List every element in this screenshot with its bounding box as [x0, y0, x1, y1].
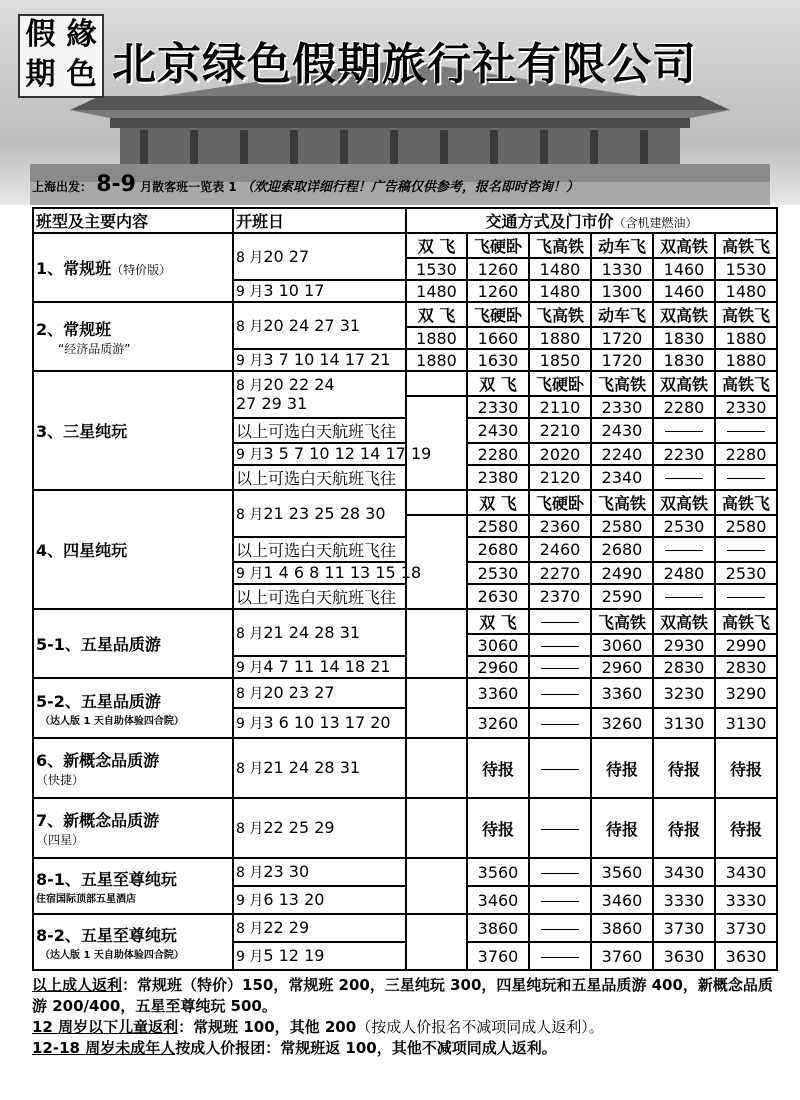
month-label: 9 月: [236, 284, 264, 300]
price-cell: 3460: [591, 886, 653, 914]
dash-mark: [727, 597, 765, 598]
month-label: 8 月: [236, 506, 264, 523]
empty-cell: [406, 678, 467, 738]
transport-label: 飞高铁: [529, 233, 591, 258]
price-cell: 1880: [529, 327, 591, 349]
empty-cell: [406, 396, 467, 490]
tour-subtitle: （达人版 1 天自助体验四合院）: [40, 950, 184, 961]
tour-subtitle: （特价版）: [111, 263, 172, 277]
dash-cell: [529, 634, 591, 656]
dates-aug: [233, 678, 406, 708]
price-cell: 3290: [715, 678, 777, 708]
dash-mark: [541, 929, 579, 930]
transport-label: 高铁飞: [715, 302, 777, 327]
tour-type: [33, 914, 233, 970]
dates: 21 24 28 31: [263, 622, 361, 642]
table-row: [33, 914, 777, 942]
dash-mark: [541, 668, 579, 669]
dates-sep: [233, 443, 432, 465]
price-cell: 2020: [529, 443, 591, 465]
month-label: 8 月: [236, 318, 264, 335]
tour-name: 7、新概念品质游: [36, 811, 160, 830]
price-cell: 3730: [653, 914, 715, 942]
price-cell: 2240: [591, 443, 653, 465]
table-row: [33, 609, 777, 634]
transport-label: 飞硬卧: [529, 490, 591, 515]
dates: 23 30: [263, 862, 310, 881]
tour-name: 1、常规班: [36, 259, 112, 278]
price-cell: 2490: [591, 562, 653, 584]
price-cell: 3560: [591, 858, 653, 886]
adult-rebate: [32, 975, 776, 1017]
price-cell: 3130: [715, 708, 777, 738]
adult-rebate-label: 以上成人返利: [32, 976, 123, 994]
dates: 6 13 20: [263, 890, 325, 909]
dates: 21 24 28 31: [263, 758, 361, 777]
tour-name: 5-2、五星品质游: [36, 692, 161, 711]
logo-char: 假: [25, 17, 56, 52]
month-label: 9 月: [236, 716, 264, 732]
transport-label: 双 飞: [406, 302, 467, 327]
transport-label: 高铁飞: [715, 490, 777, 515]
month-label: 9 月: [236, 893, 264, 909]
logo-char: 期: [25, 57, 56, 92]
price-cell: 1260: [467, 280, 529, 302]
price-cell: 1480: [529, 258, 591, 280]
price-cell: 1830: [653, 349, 715, 371]
price-cell: 2680: [591, 537, 653, 562]
price-cell: 3560: [467, 858, 529, 886]
table-row: [33, 858, 777, 886]
price-cell: 3630: [715, 942, 777, 970]
dash-mark: [541, 769, 579, 770]
price-cell: 2270: [529, 562, 591, 584]
month-label: 9 月: [236, 447, 264, 463]
dash-cell: [653, 465, 715, 490]
price-cell: 1530: [406, 258, 467, 280]
price-cell: 3260: [591, 708, 653, 738]
month-label: 8 月: [236, 865, 264, 881]
dates: 20 22 24: [263, 375, 335, 394]
transport-label: 双 飞: [406, 233, 467, 258]
dash-cell: [529, 656, 591, 678]
child-rebate-text: ：常规班 100，其他 200: [178, 1018, 357, 1036]
price-cell: 2430: [591, 418, 653, 443]
adult-rebate-text: ：常规班（特价）150，常规班 200，三星纯玩 300，四星纯玩和五星品质游 400，新概念品质游 200/400，五星至尊纯玩 500。: [32, 976, 773, 1015]
price-cell: 2360: [529, 515, 591, 537]
price-cell: 1660: [467, 327, 529, 349]
dash-cell: [715, 465, 777, 490]
teen-rebate: [32, 1038, 776, 1059]
dash-cell: [529, 858, 591, 886]
tour-type: [33, 858, 233, 914]
tour-subtitle: 住宿国际顶部五星酒店: [36, 894, 136, 905]
price-cell: 2120: [529, 465, 591, 490]
empty-cell: [406, 609, 467, 678]
price-cell: 3060: [467, 634, 529, 656]
price-tbd: 待报: [467, 738, 529, 798]
dash-mark: [541, 873, 579, 874]
transport-label: 双高铁: [653, 233, 715, 258]
price-cell: 3730: [715, 914, 777, 942]
dates: 4 7 11 14 18 21: [263, 657, 391, 676]
dash-mark: [727, 431, 765, 432]
header-transport-note: （含机建燃油）: [613, 216, 698, 230]
price-cell: 1720: [591, 349, 653, 371]
dates: 27 29 31: [236, 394, 308, 413]
price-cell: 1830: [653, 327, 715, 349]
price-tbd: 待报: [467, 798, 529, 858]
price-cell: 1880: [406, 349, 467, 371]
dates-sep: [233, 280, 406, 302]
dash-mark: [541, 957, 579, 958]
empty-cell: [406, 371, 467, 396]
departure-label: 上海出发：: [32, 180, 93, 194]
price-cell: 2430: [467, 418, 529, 443]
dash-mark: [665, 597, 703, 598]
header-transport: [406, 208, 777, 233]
dash-cell: [653, 537, 715, 562]
price-cell: 3330: [715, 886, 777, 914]
dash-cell: [653, 418, 715, 443]
dates-aug: [233, 233, 406, 280]
price-tbd: 待报: [653, 738, 715, 798]
price-cell: 2530: [715, 562, 777, 584]
price-cell: 3460: [467, 886, 529, 914]
month-label: 9 月: [236, 566, 264, 582]
transport-label: 双 飞: [467, 371, 529, 396]
price-cell: 3130: [653, 708, 715, 738]
price-cell: 1630: [467, 349, 529, 371]
price-cell: 2580: [715, 515, 777, 537]
alt-note: 以上可选白天航班飞往: [233, 537, 406, 562]
price-cell: 1460: [653, 258, 715, 280]
alt-note: 以上可选白天航班飞往: [233, 418, 406, 443]
price-cell: 3360: [591, 678, 653, 708]
empty-cell: [406, 798, 467, 858]
empty-cell: [406, 914, 467, 970]
price-cell: 2340: [591, 465, 653, 490]
price-cell: 1880: [715, 349, 777, 371]
table-header-row: [33, 208, 777, 233]
period: 8-9: [96, 172, 136, 197]
dash-cell: [715, 418, 777, 443]
dates-aug: [233, 858, 406, 886]
dates-sep: [233, 656, 406, 678]
list-title: 月散客班一览表 1: [140, 180, 237, 194]
tour-name: 2、常规班: [36, 319, 112, 339]
price-cell: 3060: [591, 634, 653, 656]
price-cell: 2960: [467, 656, 529, 678]
tour-type: [33, 738, 233, 798]
price-cell: 1720: [591, 327, 653, 349]
price-cell: 3760: [591, 942, 653, 970]
logo-char: 色: [66, 57, 97, 92]
dates-aug: [233, 738, 406, 798]
price-cell: 2630: [467, 584, 529, 609]
table-row: [33, 490, 777, 515]
dates: 22 29: [263, 918, 310, 937]
price-cell: 1530: [715, 258, 777, 280]
price-cell: 1330: [591, 258, 653, 280]
transport-label: 高铁飞: [715, 371, 777, 396]
transport-label: 飞高铁: [529, 302, 591, 327]
tour-type: [33, 678, 233, 738]
dash-mark: [665, 478, 703, 479]
dates-sep: [233, 942, 406, 970]
price-cell: 2230: [653, 443, 715, 465]
price-cell: 1880: [715, 327, 777, 349]
tour-subtitle: （达人版 1 天自助体验四合院）: [40, 716, 184, 727]
dates-aug: [233, 609, 406, 656]
price-cell: 2110: [529, 396, 591, 418]
tour-subtitle: （四星）: [36, 833, 85, 847]
tour-name: 8-2、五星至尊纯玩: [36, 926, 177, 945]
price-cell: 3630: [653, 942, 715, 970]
price-cell: 2380: [467, 465, 529, 490]
price-cell: 1460: [653, 280, 715, 302]
dates: 20 24 27 31: [263, 315, 361, 335]
tour-name: 6、新概念品质游: [36, 751, 160, 770]
price-cell: 2990: [715, 634, 777, 656]
transport-label: 双高铁: [653, 371, 715, 396]
dates-aug: [233, 914, 406, 942]
price-cell: 1850: [529, 349, 591, 371]
price-cell: 2530: [653, 515, 715, 537]
child-rebate-label: 12 周岁以下儿童返利: [32, 1018, 179, 1036]
dash-mark: [541, 724, 579, 725]
price-cell: 3760: [467, 942, 529, 970]
price-tbd: 待报: [715, 738, 777, 798]
transport-label: 飞高铁: [591, 609, 653, 634]
header-note: （欢迎索取详细行程！广告稿仅供参考，报名即时咨询！）: [240, 180, 579, 195]
dash-mark: [665, 431, 703, 432]
transport-label: 高铁飞: [715, 233, 777, 258]
price-cell: 2330: [591, 396, 653, 418]
schedule-table: [32, 207, 778, 971]
dates: 3 10 17: [263, 281, 325, 300]
alt-note: 以上可选白天航班飞往: [233, 584, 406, 609]
header-type: 班型及主要内容: [33, 208, 233, 233]
price-tbd: 待报: [715, 798, 777, 858]
price-cell: 3430: [653, 858, 715, 886]
transport-label: 动车飞: [591, 302, 653, 327]
transport-label: 高铁飞: [715, 609, 777, 634]
header-transport-label: 交通方式及门市价: [485, 212, 614, 231]
dates: 20 23 27: [263, 683, 335, 702]
price-cell: 1260: [467, 258, 529, 280]
price-cell: 2830: [653, 656, 715, 678]
dates-aug: [233, 371, 406, 418]
empty-cell: [406, 490, 467, 515]
table-row: [33, 233, 777, 258]
month-label: 8 月: [236, 249, 264, 266]
month-label: 8 月: [236, 378, 264, 394]
price-cell: 1480: [715, 280, 777, 302]
price-cell: 1480: [529, 280, 591, 302]
dates: 3 6 10 13 17 20: [263, 713, 391, 732]
dash-mark: [665, 550, 703, 551]
transport-label: 双高铁: [653, 490, 715, 515]
price-cell: 2330: [467, 396, 529, 418]
price-cell: 2530: [467, 562, 529, 584]
table-row: [33, 302, 777, 327]
child-rebate: [32, 1017, 776, 1038]
table-row: [33, 678, 777, 708]
month-label: 8 月: [236, 761, 264, 777]
price-cell: 2930: [653, 634, 715, 656]
table-row: [33, 798, 777, 858]
dates-sep: [233, 349, 406, 371]
price-cell: 2680: [467, 537, 529, 562]
price-cell: 2480: [653, 562, 715, 584]
header-dates: 开班日: [233, 208, 406, 233]
empty-cell: [406, 738, 467, 798]
dates: 21 23 25 28 30: [263, 503, 386, 523]
dates: 3 7 10 14 17 21: [263, 350, 391, 369]
price-cell: 3430: [715, 858, 777, 886]
tour-subtitle: “经济品质游”: [58, 341, 131, 356]
dates: 20 27: [263, 246, 310, 266]
dates-sep: [233, 886, 406, 914]
dash-cell: [529, 738, 591, 798]
transport-label: 双高铁: [653, 609, 715, 634]
month-label: 9 月: [236, 353, 264, 369]
price-tbd: 待报: [653, 798, 715, 858]
price-cell: 2460: [529, 537, 591, 562]
tour-type: 5-1、五星品质游: [33, 609, 233, 678]
empty-cell: [406, 515, 467, 609]
tour-name: 8-1、五星至尊纯玩: [36, 870, 177, 889]
price-cell: 2370: [529, 584, 591, 609]
price-tbd: 待报: [591, 738, 653, 798]
table-row: [33, 738, 777, 798]
transport-label: 飞硬卧: [467, 233, 529, 258]
price-cell: 2280: [653, 396, 715, 418]
dash-cell: [715, 537, 777, 562]
dash-cell: [529, 886, 591, 914]
price-cell: 1300: [591, 280, 653, 302]
dash-mark: [541, 646, 579, 647]
price-cell: 2590: [591, 584, 653, 609]
dash-mark: [541, 901, 579, 902]
price-cell: 2210: [529, 418, 591, 443]
month-label: 9 月: [236, 949, 264, 965]
dash-cell: [529, 609, 591, 634]
dash-mark: [541, 694, 579, 695]
month-label: 8 月: [236, 821, 264, 837]
dash-mark: [541, 622, 579, 623]
price-tbd: 待报: [591, 798, 653, 858]
dash-mark: [541, 829, 579, 830]
dash-mark: [727, 478, 765, 479]
alt-note: 以上可选白天航班飞往: [233, 465, 406, 490]
logo-char: 緣: [66, 17, 97, 52]
transport-label: 动车飞: [591, 233, 653, 258]
price-cell: 1880: [406, 327, 467, 349]
tour-type: 4、四星纯玩: [33, 490, 233, 609]
price-cell: 3330: [653, 886, 715, 914]
dates: 5 12 19: [263, 946, 325, 965]
schedule-subtitle: [32, 172, 579, 197]
dash-cell: [529, 798, 591, 858]
logo: [18, 14, 104, 98]
teen-rebate-label: 12-18 周岁未成年人: [32, 1039, 176, 1057]
dates-sep: [233, 708, 406, 738]
teen-rebate-text: 按成人价报团：常规班返 100，其他不减项同成人返利。: [175, 1039, 557, 1057]
month-label: 8 月: [236, 686, 264, 702]
transport-label: 双高铁: [653, 302, 715, 327]
child-rebate-note: （按成人价报名不减项同成人返利）。: [356, 1018, 604, 1036]
dates: 1 4 6 8 11 13 15 18: [263, 563, 422, 582]
price-cell: 2580: [591, 515, 653, 537]
empty-cell: [406, 858, 467, 914]
dash-cell: [529, 942, 591, 970]
dates: 22 25 29: [263, 818, 335, 837]
price-cell: 3230: [653, 678, 715, 708]
transport-label: 双 飞: [467, 490, 529, 515]
dates-aug: [233, 798, 406, 858]
company-name: 北京绿色假期旅行社有限公司: [112, 39, 697, 90]
transport-label: 飞高铁: [591, 490, 653, 515]
tour-type: [33, 233, 233, 302]
price-cell: 3260: [467, 708, 529, 738]
price-cell: 2580: [467, 515, 529, 537]
transport-label: 飞硬卧: [467, 302, 529, 327]
tour-subtitle: （快捷）: [36, 773, 85, 787]
dates-aug: [233, 490, 406, 537]
month-label: 8 月: [236, 921, 264, 937]
header-banner: [0, 0, 800, 205]
month-label: 8 月: [236, 625, 264, 642]
dates: 3 5 7 10 12 14 17 19: [263, 444, 432, 463]
price-cell: 2960: [591, 656, 653, 678]
transport-label: 飞高铁: [591, 371, 653, 396]
price-cell: 2280: [467, 443, 529, 465]
tour-type: 3、三星纯玩: [33, 371, 233, 490]
dates-aug: [233, 302, 406, 349]
dash-cell: [653, 584, 715, 609]
price-cell: 2280: [715, 443, 777, 465]
footer-notes: [32, 975, 776, 1059]
price-cell: 2330: [715, 396, 777, 418]
tour-type: [33, 302, 233, 371]
price-cell: 3860: [591, 914, 653, 942]
dash-mark: [727, 550, 765, 551]
transport-label: 双 飞: [467, 609, 529, 634]
dash-cell: [715, 584, 777, 609]
price-cell: 3360: [467, 678, 529, 708]
dates-sep: [233, 562, 422, 584]
dash-cell: [529, 678, 591, 708]
price-cell: 1480: [406, 280, 467, 302]
price-cell: 2830: [715, 656, 777, 678]
dash-cell: [529, 708, 591, 738]
tour-type: [33, 798, 233, 858]
table-row: [33, 371, 777, 396]
price-cell: 3860: [467, 914, 529, 942]
dash-cell: [529, 914, 591, 942]
transport-label: 飞硬卧: [529, 371, 591, 396]
month-label: 9 月: [236, 660, 264, 676]
